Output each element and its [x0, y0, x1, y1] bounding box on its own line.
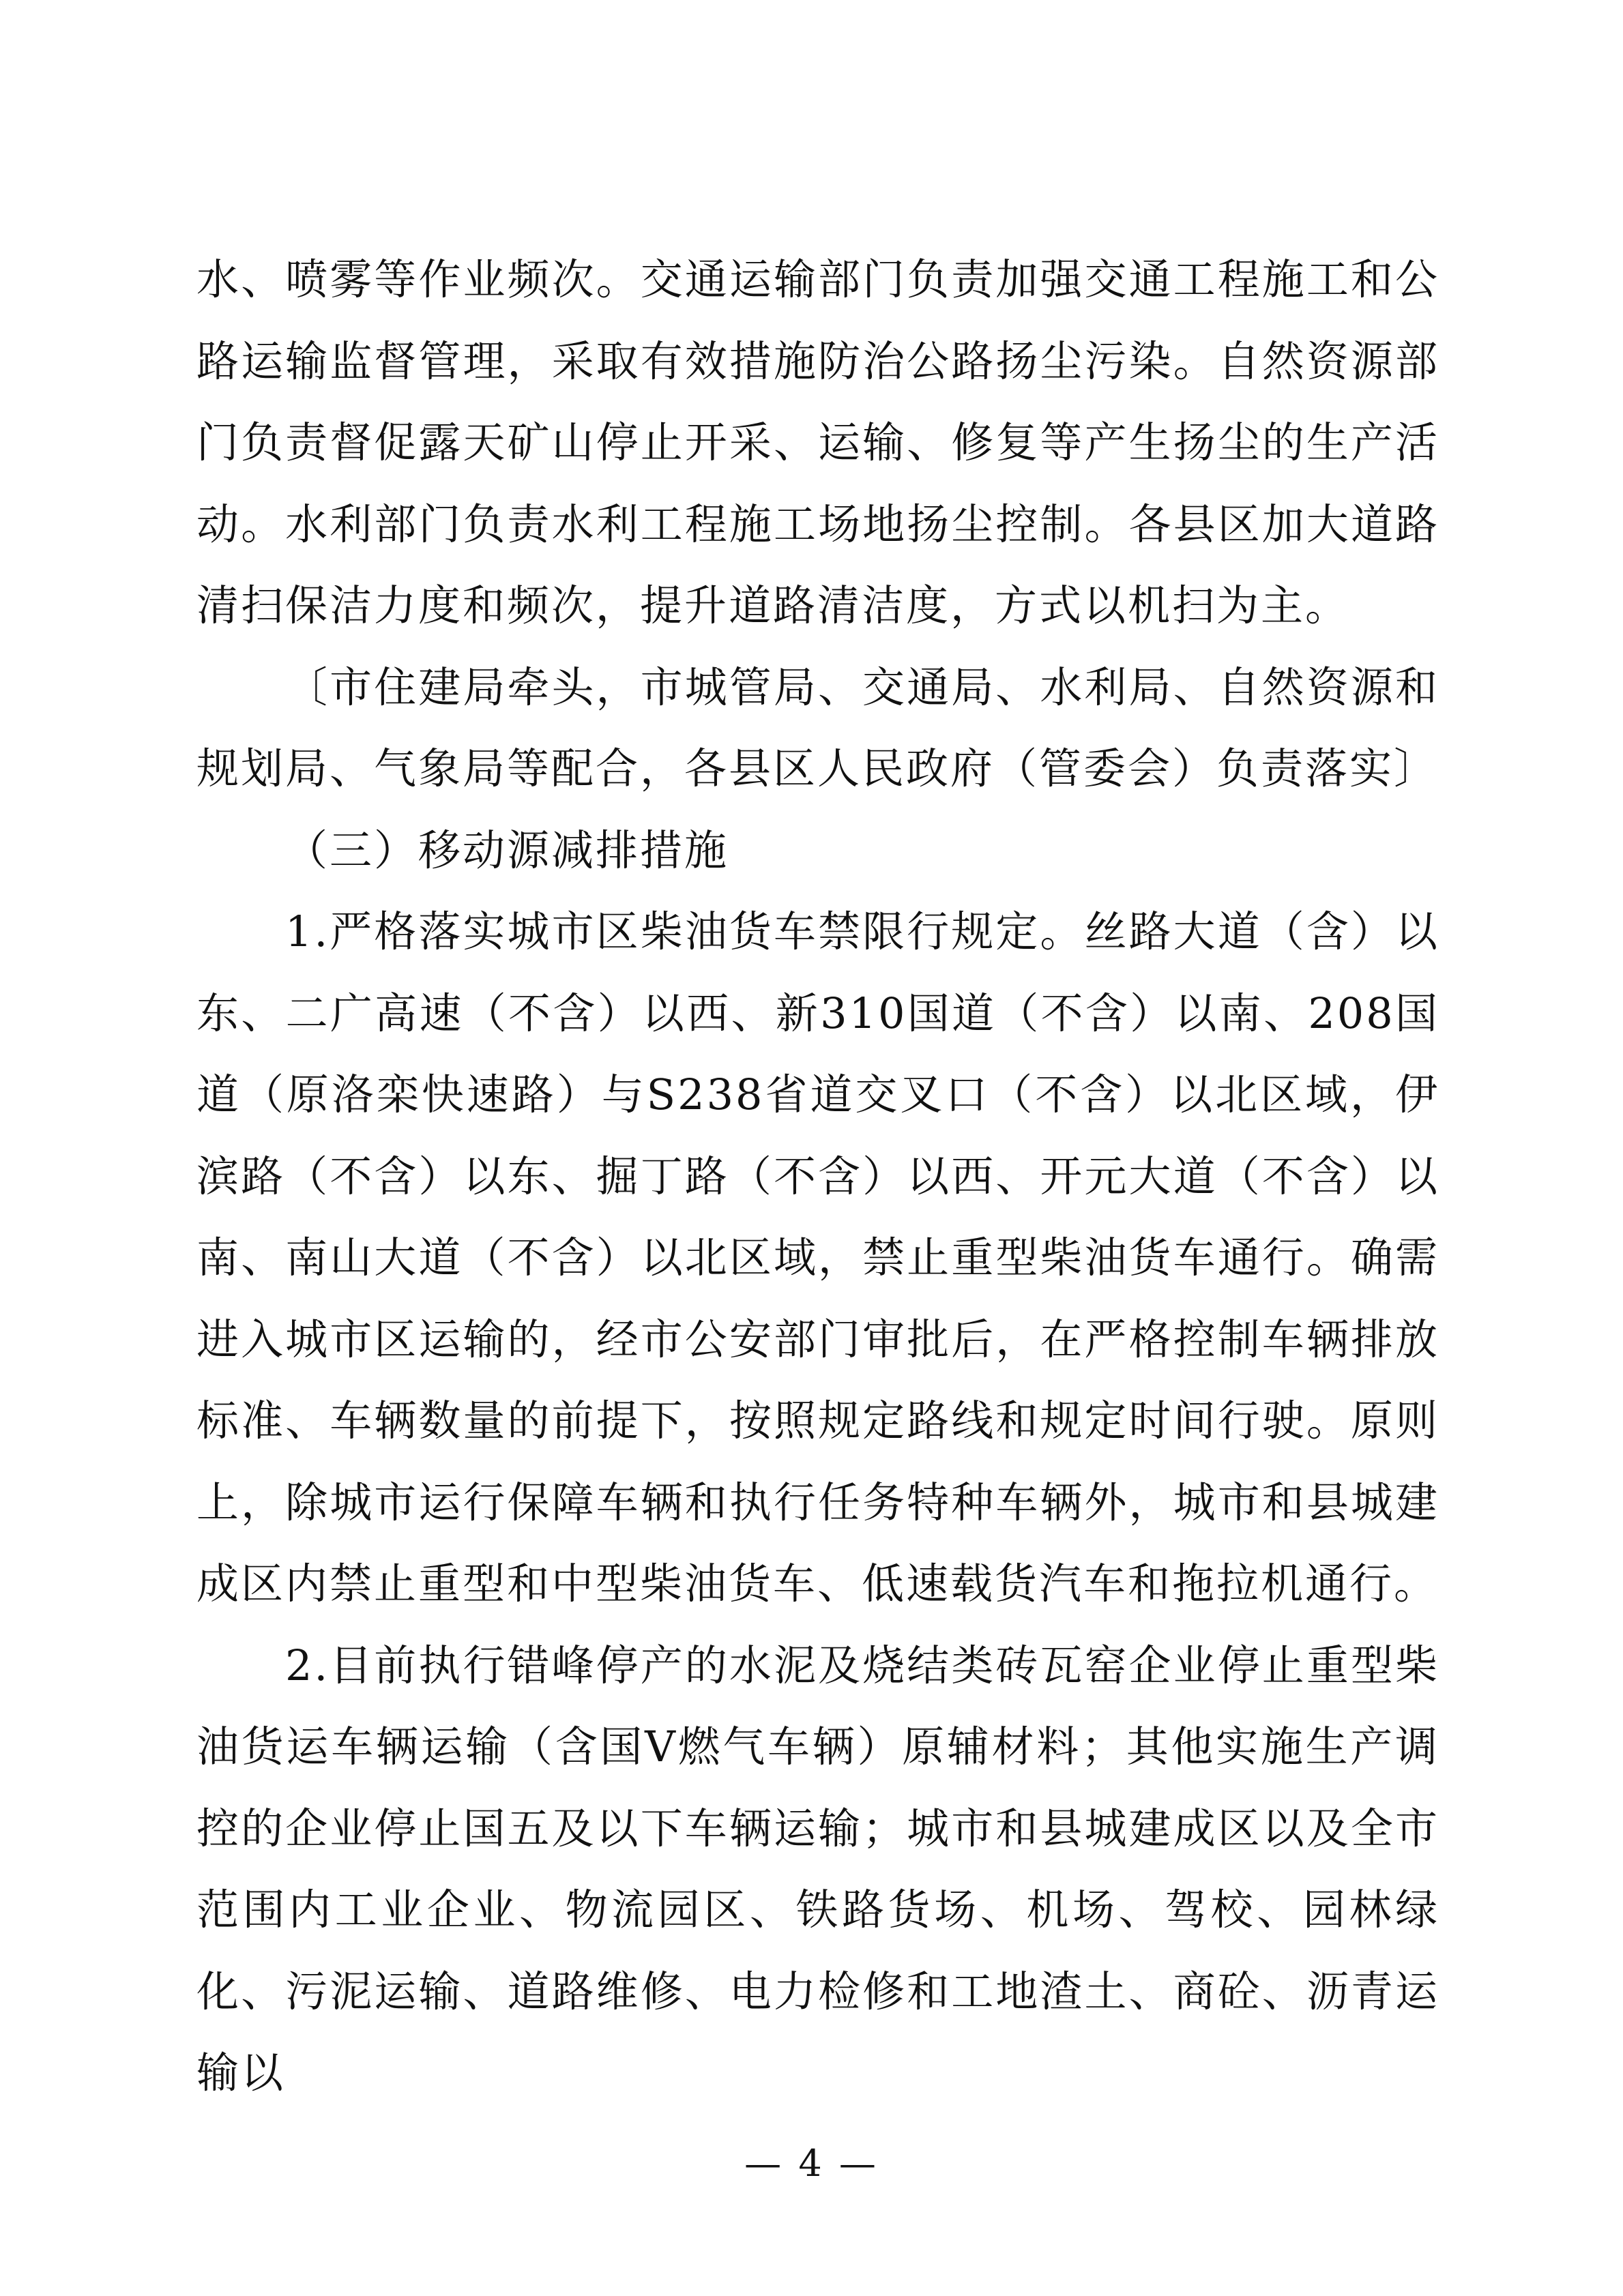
page-number: — 4 — [744, 2142, 879, 2185]
paragraph-responsible-departments: 〔市住建局牵头，市城管局、交通局、水利局、自然资源和规划局、气象局等配合，各县区人民政府（管委会）负责落实〕 [196, 662, 1439, 793]
paragraph-dust-control: 水、喷雾等作业频次。交通运输部门负责加强交通工程施工和公路运输监督管理，采取有效措施防治公路扬尘污染。自然资源部门负责督促露天矿山停止开采、运输、修复等产生扬尘的生产活动。水利部门负责水利工程施工场地扬尘控制。各县区加大道路清扫保洁力度和频次，提升道路清洁度，方式以机扫为主。 [196, 254, 1439, 630]
section-heading-mobile-source: （三）移动源减排措施 [285, 825, 729, 875]
paragraph-item-2: 2.目前执行错峰停产的水泥及烧结类砖瓦窑企业停止重型柴油货运车辆运输（含国V燃气车辆）原辅材料；其他实施生产调控的企业停止国五及以下车辆运输；城市和县城建成区以及全市范围内工业企业、物流园区、铁路货场、机场、驾校、园林绿化、污泥运输、道路维修、电力检修和工地渣土、商砼、沥青运输以 [196, 1640, 1439, 2098]
paragraph-item-1: 1.严格落实城市区柴油货车禁限行规定。丝路大道（含）以东、二广高速（不含）以西、新310国道（不含）以南、208国道（原洛栾快速路）与S238省道交叉口（不含）以北区域，伊滨路（不含）以东、掘丁路（不含）以西、开元大道（不含）以南、南山大道（不含）以北区域，禁止重型柴油货车通行。确需进入城市区运输的，经市公安部门审批后，在严格控制车辆排放标准、车辆数量的前提下，按照规定路线和规定时间行驶。原则上，除城市运行保障车辆和执行任务特种车辆外，城市和县城建成区内禁止重型和中型柴油货车、低速载货汽车和拖拉机通行。 [196, 907, 1439, 1608]
document-body [196, 239, 1439, 2114]
